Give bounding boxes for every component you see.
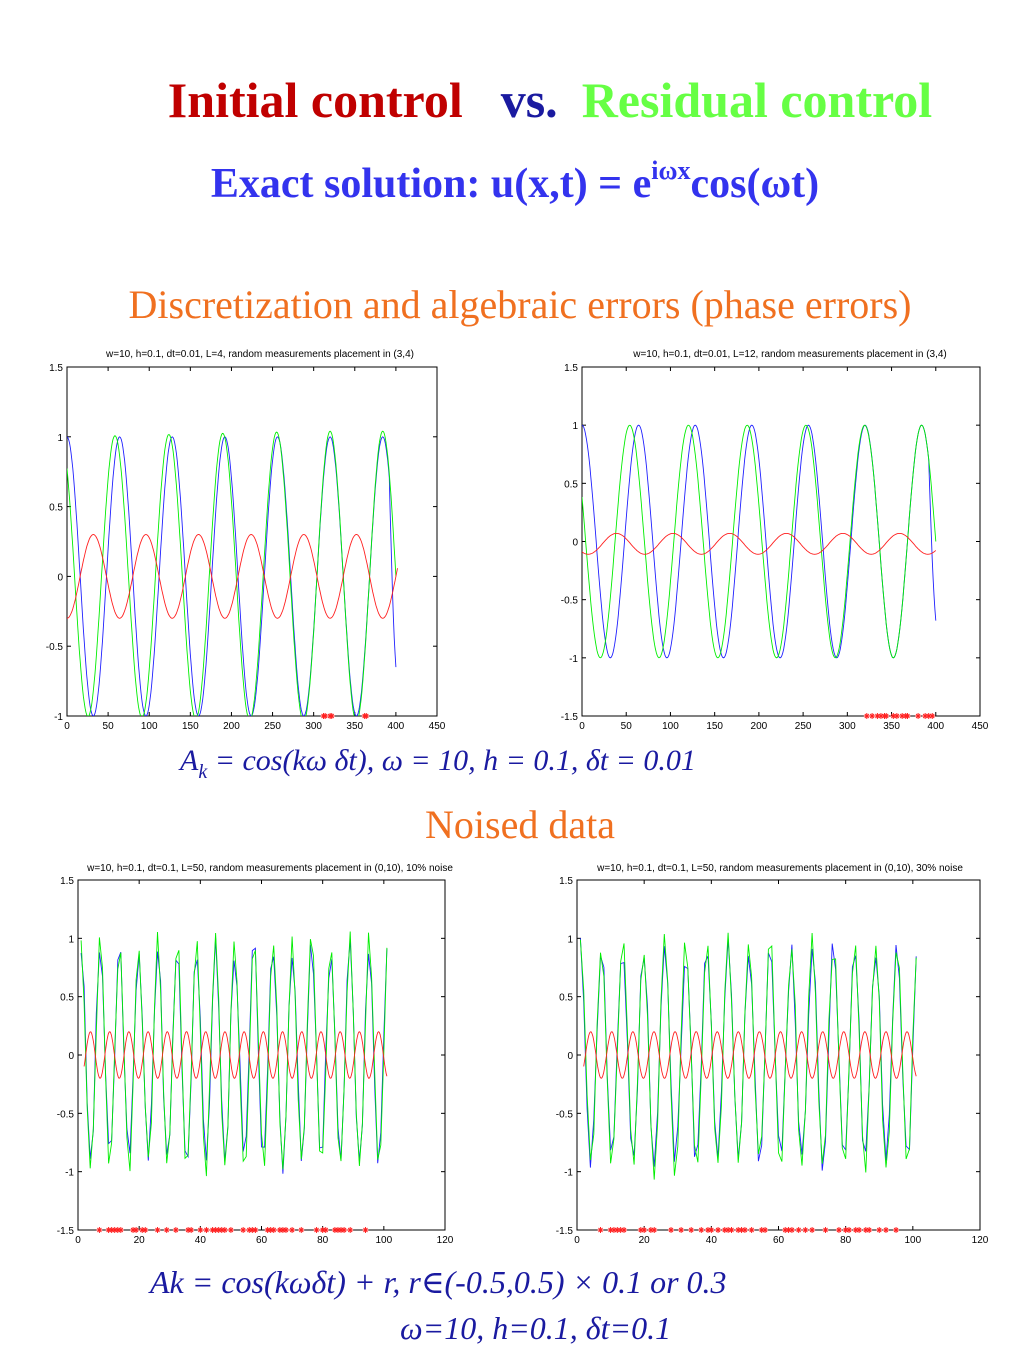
- x-tick-label: 350: [883, 721, 900, 732]
- y-tick-label: -1: [54, 712, 63, 723]
- series-blue: [582, 425, 936, 658]
- measurement-marker: [173, 1227, 179, 1233]
- x-tick-label: 120: [971, 1235, 989, 1246]
- measurement-marker: [203, 1227, 209, 1233]
- measurement-marker: [341, 1227, 347, 1233]
- caption1-a: A: [180, 744, 199, 777]
- caption-noise-formula: Ak = cos(kωδt) + r, r∈(-0.5,0.5) × 0.1 or 0.3: [150, 1264, 727, 1300]
- measurement-marker: [164, 1227, 170, 1233]
- x-tick-label: 300: [838, 721, 856, 732]
- chart-title: w=10, h=0.1, dt=0.1, L=50, random measurements placement in (0,10), 30% noise: [597, 863, 963, 874]
- measurement-marker: [796, 1227, 802, 1233]
- measurement-marker: [742, 1227, 748, 1233]
- measurement-marker: [362, 1227, 368, 1233]
- y-tick-label: 0.5: [60, 992, 74, 1004]
- plot-frame: [582, 367, 980, 716]
- chart-1: [46, 349, 446, 732]
- x-tick-label: 20: [133, 1235, 145, 1246]
- measurement-marker: [621, 1227, 627, 1233]
- measurement-marker: [809, 1227, 815, 1233]
- x-tick-label: 400: [927, 721, 945, 732]
- measurement-marker: [802, 1227, 808, 1233]
- plot-frame: [78, 880, 445, 1230]
- y-tick-label: 1.5: [49, 363, 63, 374]
- caption-noise-parameters: ω=10, h=0.1, δt=0.1: [400, 1310, 672, 1346]
- measurement-marker: [314, 1227, 320, 1233]
- measurement-marker: [598, 1227, 604, 1233]
- series-red: [84, 1032, 387, 1079]
- measurement-marker: [222, 1227, 228, 1233]
- measurement-marker: [846, 1227, 852, 1233]
- series-blue: [67, 437, 396, 716]
- measurement-marker: [641, 1227, 647, 1233]
- series-red: [582, 533, 936, 554]
- y-tick-label: 1.5: [564, 363, 578, 374]
- title-initial-control: Initial control: [167, 72, 463, 128]
- measurement-marker: [866, 1227, 872, 1233]
- y-tick-label: 0: [572, 537, 578, 549]
- title-vs: vs.: [500, 72, 558, 128]
- plot-frame: [577, 880, 980, 1230]
- series-red: [584, 1032, 917, 1079]
- x-tick-label: 400: [387, 721, 405, 732]
- y-tick-label: 1: [68, 934, 74, 946]
- chart-3: [57, 863, 454, 1246]
- x-tick-label: 150: [181, 721, 199, 732]
- measurement-marker: [271, 1227, 277, 1233]
- measurement-marker: [762, 1227, 768, 1233]
- section-heading-noised-data: Noised data: [425, 802, 615, 847]
- x-tick-label: 0: [579, 721, 585, 732]
- x-tick-label: 450: [428, 721, 446, 732]
- y-tick-label: -1: [564, 1167, 573, 1179]
- y-tick-label: -1.5: [555, 1226, 573, 1237]
- y-tick-label: 1: [567, 934, 573, 946]
- x-tick-label: 100: [375, 1235, 393, 1246]
- caption1-sub: k: [198, 761, 208, 783]
- y-tick-label: 0.5: [564, 479, 578, 491]
- measurement-marker: [188, 1227, 194, 1233]
- exact-solution-prefix: Exact solution: u(x,t) = e: [210, 161, 652, 207]
- section-heading-phase-errors: Discretization and algebraic errors (phase errors): [128, 282, 912, 327]
- x-tick-label: 20: [638, 1235, 650, 1246]
- chart-4: [556, 863, 989, 1246]
- caption-discretization: [180, 742, 696, 783]
- caption1-rest: = cos(kω δt), ω = 10, h = 0.1, δt = 0.01: [207, 744, 696, 777]
- measurement-marker: [283, 1227, 289, 1233]
- measurement-marker: [668, 1227, 674, 1233]
- x-tick-label: 250: [794, 721, 812, 732]
- measurement-marker: [698, 1227, 704, 1233]
- measurement-marker: [298, 1227, 304, 1233]
- y-tick-label: -1.5: [560, 712, 578, 723]
- y-tick-label: 0: [567, 1051, 573, 1062]
- measurement-marker: [323, 1227, 329, 1233]
- x-tick-label: 150: [706, 721, 724, 732]
- measurement-marker: [883, 1227, 889, 1233]
- title-residual-control: Residual control: [581, 72, 933, 128]
- x-tick-label: 0: [75, 1235, 81, 1246]
- x-tick-label: 40: [705, 1235, 717, 1246]
- measurement-marker: [133, 1227, 139, 1233]
- y-tick-label: 1: [572, 421, 578, 433]
- y-tick-label: -0.5: [45, 642, 63, 654]
- measurement-marker: [836, 1227, 842, 1233]
- plot-frame: [67, 367, 437, 716]
- x-tick-label: 50: [102, 721, 114, 732]
- chart-title: w=10, h=0.1, dt=0.01, L=12, random measurements placement in (3,4): [633, 349, 947, 360]
- chart-2: [561, 349, 989, 732]
- measurement-marker: [155, 1227, 161, 1233]
- x-tick-label: 80: [840, 1235, 852, 1246]
- x-tick-label: 100: [662, 721, 679, 732]
- measurement-marker: [915, 713, 921, 719]
- y-tick-label: -0.5: [56, 1109, 74, 1121]
- x-tick-label: 120: [436, 1235, 454, 1246]
- x-tick-label: 250: [264, 721, 281, 732]
- exact-solution-suffix: cos(ωt): [690, 161, 820, 207]
- measurement-marker: [856, 1227, 862, 1233]
- y-tick-label: -0.5: [555, 1109, 573, 1121]
- measurement-marker: [823, 1227, 829, 1233]
- y-tick-label: 1.5: [60, 876, 74, 887]
- chart-title: w=10, h=0.1, dt=0.01, L=4, random measurements placement in (3,4): [106, 349, 414, 360]
- measurement-marker: [252, 1227, 258, 1233]
- x-tick-label: 80: [317, 1235, 329, 1246]
- x-tick-label: 450: [971, 721, 989, 732]
- measurement-marker: [228, 1227, 234, 1233]
- measurement-marker: [789, 1227, 795, 1233]
- measurement-marker: [240, 1227, 246, 1233]
- x-tick-label: 60: [255, 1235, 268, 1246]
- y-tick-label: 0.5: [49, 502, 63, 514]
- measurement-marker: [347, 1227, 353, 1233]
- measurement-marker: [893, 1227, 899, 1233]
- x-tick-label: 0: [574, 1235, 580, 1246]
- y-tick-label: -0.5: [560, 595, 578, 607]
- y-tick-label: 0: [57, 572, 63, 584]
- measurement-marker: [197, 1227, 203, 1233]
- x-tick-label: 100: [904, 1235, 922, 1246]
- y-tick-label: -1: [569, 653, 578, 665]
- x-tick-label: 60: [772, 1235, 785, 1246]
- x-tick-label: 40: [194, 1235, 206, 1246]
- x-tick-label: 50: [620, 721, 632, 732]
- measurement-marker: [289, 1227, 295, 1233]
- measurement-marker: [96, 1227, 102, 1233]
- series-red: [67, 535, 398, 619]
- measurement-marker: [678, 1227, 684, 1233]
- exact-solution-exponent: iωx: [651, 156, 691, 185]
- x-tick-label: 200: [750, 721, 768, 732]
- measurement-marker: [869, 713, 875, 719]
- x-tick-label: 350: [346, 721, 364, 732]
- measurement-marker: [118, 1227, 124, 1233]
- measurement-marker: [708, 1227, 714, 1233]
- y-tick-label: 0: [68, 1051, 74, 1062]
- y-tick-label: 1.5: [559, 876, 573, 887]
- series-blue: [580, 938, 916, 1170]
- chart-title: w=10, h=0.1, dt=0.1, L=50, random measurements placement in (0,10), 10% noise: [87, 863, 453, 874]
- measurement-marker: [715, 1227, 721, 1233]
- measurement-marker: [749, 1227, 755, 1233]
- measurement-marker: [864, 713, 870, 719]
- measurement-marker: [728, 1227, 734, 1233]
- measurement-marker: [651, 1227, 657, 1233]
- y-tick-label: -1.5: [56, 1226, 74, 1237]
- y-tick-label: -1: [65, 1167, 74, 1179]
- y-tick-label: 1: [57, 432, 63, 444]
- measurement-marker: [688, 1227, 694, 1233]
- y-tick-label: 0.5: [559, 992, 573, 1004]
- measurement-marker: [142, 1227, 148, 1233]
- measurement-marker: [876, 1227, 882, 1233]
- x-tick-label: 100: [140, 721, 158, 732]
- x-tick-label: 0: [64, 721, 70, 732]
- x-tick-label: 300: [305, 721, 323, 732]
- x-tick-label: 200: [223, 721, 240, 732]
